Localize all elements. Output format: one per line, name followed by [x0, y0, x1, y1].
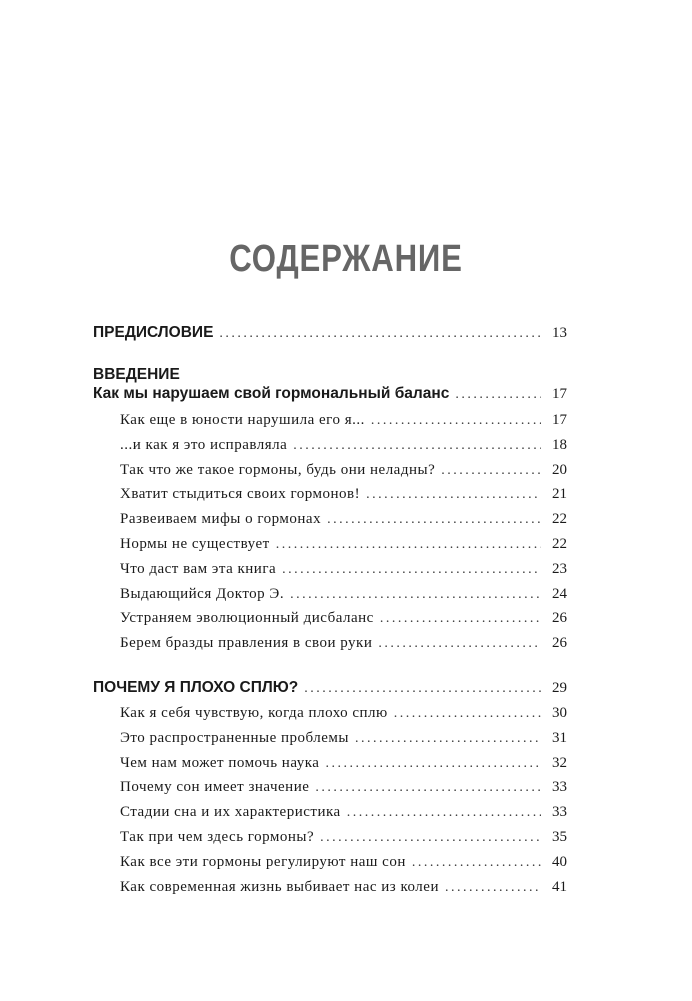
entry-page-number: 22 [552, 536, 567, 552]
entry-page-number: 29 [552, 680, 567, 696]
entry-page-number: 33 [552, 804, 567, 821]
entry-page-number: 33 [552, 779, 567, 796]
entry-page-number: 18 [552, 436, 567, 453]
toc-entry [120, 705, 567, 727]
dot-leader [327, 512, 541, 528]
dot-leader [290, 587, 541, 603]
toc-entry [93, 324, 567, 346]
entry-label: Как все эти гормоны регулируют наш сон [120, 853, 406, 870]
entry-label: Устраняем эволюционный дисбаланс [120, 610, 374, 627]
page-title: СОДЕРЖАНИЕ [229, 238, 463, 280]
dot-leader [412, 855, 541, 871]
toc-entry [120, 854, 567, 876]
toc-entry [120, 511, 567, 533]
dot-leader [371, 413, 541, 429]
entry-label: Как я себя чувствую, когда плохо сплю [120, 705, 388, 721]
entry-page-number: 24 [552, 585, 567, 602]
dot-leader [293, 438, 541, 454]
entry-label: Почему сон имеет значение [120, 779, 310, 796]
entry-page-number: 30 [552, 705, 567, 721]
dot-leader [276, 537, 541, 553]
entry-page-number: 17 [552, 412, 567, 428]
entry-label: Как еще в юности нарушила его я... [120, 412, 365, 428]
entry-page-number: 41 [552, 878, 567, 895]
entry-label: Хватит стыдиться своих гормонов! [120, 486, 361, 503]
entry-label: Стадии сна и их характеристика [120, 804, 341, 821]
entry-page-number: 20 [552, 461, 567, 478]
entry-label: Берем бразды правления в свои руки [120, 635, 373, 652]
entry-page-number: 23 [552, 560, 567, 577]
toc-entry [120, 561, 567, 583]
entry-page-number: 40 [552, 853, 567, 870]
entry-label: Как современная жизнь выбивает нас из колеи [120, 878, 439, 895]
dot-leader [445, 880, 541, 896]
entry-label: Развеиваем мифы о гормонах [120, 511, 322, 528]
entry-page-number: 26 [552, 635, 567, 652]
dot-leader [380, 611, 541, 627]
entry-page-number: 35 [552, 829, 567, 845]
toc-entry [93, 385, 567, 407]
entry-label: Выдающийся Доктор Э. [120, 585, 285, 602]
entry-label: Это распространенные проблемы [120, 729, 350, 746]
dot-leader [304, 681, 541, 697]
dot-leader [366, 487, 541, 503]
dot-leader [325, 756, 541, 772]
toc-entry [120, 730, 567, 752]
dot-leader [320, 830, 541, 846]
toc-entry [120, 879, 567, 901]
toc-entry [120, 437, 567, 459]
dot-leader [347, 805, 541, 821]
toc-entry [120, 610, 567, 632]
entry-label: Чем нам может помочь наука [120, 754, 320, 771]
entry-label: ПОЧЕМУ Я ПЛОХО СПЛЮ? [93, 679, 299, 696]
toc-entry [93, 679, 567, 701]
entry-page-number: 17 [552, 386, 567, 402]
entry-label: Так что же такое гормоны, будь они неладны? [120, 461, 436, 478]
toc-entry [120, 486, 567, 508]
entry-label: ПРЕДИСЛОВИЕ [93, 324, 214, 341]
toc-entry [120, 412, 567, 434]
toc-entry [120, 804, 567, 826]
entry-page-number: 21 [552, 486, 567, 503]
toc-entry [120, 779, 567, 801]
dot-leader [282, 562, 541, 578]
dot-leader [441, 463, 541, 479]
entry-label: ...и как я это исправляла [120, 436, 288, 453]
dot-leader [315, 780, 541, 796]
dot-leader [219, 326, 541, 342]
dot-leader [455, 387, 541, 403]
section-heading: ВВЕДЕНИЕ [93, 366, 180, 383]
entry-label: Нормы не существует [120, 536, 270, 552]
toc-entry [120, 829, 567, 851]
toc-entry [120, 755, 567, 777]
dot-leader [394, 706, 541, 722]
entry-label: Что даст вам эта книга [120, 560, 277, 577]
dot-leader [355, 731, 541, 747]
entry-page-number: 22 [552, 511, 567, 528]
toc-entry [120, 462, 567, 484]
entry-page-number: 32 [552, 754, 567, 771]
toc-entry [120, 586, 567, 608]
entry-page-number: 26 [552, 610, 567, 627]
toc-entry [120, 635, 567, 657]
entry-page-number: 13 [552, 325, 567, 341]
entry-label: Так при чем здесь гормоны? [120, 829, 315, 845]
entry-label: Как мы нарушаем свой гормональный баланс [93, 385, 450, 402]
entry-page-number: 31 [552, 729, 567, 746]
dot-leader [378, 636, 541, 652]
toc-entry [120, 536, 567, 558]
